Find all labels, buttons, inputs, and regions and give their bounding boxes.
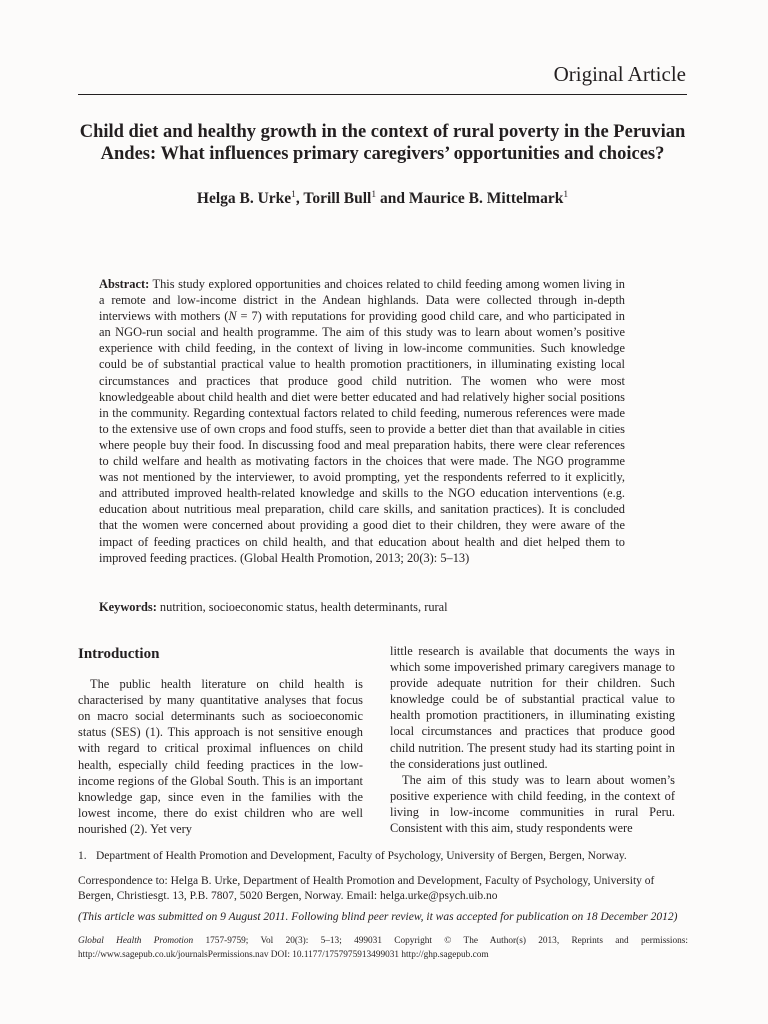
article-title: Child diet and healthy growth in the context of rural poverty in the Peruvian Andes: What influences primary caregivers’ opportunities and choices? bbox=[79, 122, 686, 164]
correspondence-note: Correspondence to: Helga B. Urke, Department of Health Promotion and Development, Faculty of Psychology, University of Bergen, Christiesgt. 13, P.B. 7807, 5020 Bergen, Norway. Email: helga.urke@psych.uib.no bbox=[78, 875, 655, 902]
author-separator: , bbox=[295, 190, 304, 207]
author-affiliation-mark: 1 bbox=[291, 190, 296, 200]
journal-name: Global Health Promotion bbox=[78, 936, 194, 946]
top-rule bbox=[78, 94, 687, 95]
author-affiliation-mark: 1 bbox=[371, 190, 377, 200]
abstract bbox=[99, 276, 625, 566]
affiliation-footnote bbox=[78, 849, 688, 864]
introduction-left-column bbox=[78, 643, 363, 837]
introduction-heading: Introduction bbox=[78, 646, 160, 662]
author-name: Helga B. Urke bbox=[196, 190, 292, 207]
author-name: Torill Bull bbox=[303, 190, 372, 207]
submission-note: (This article was submitted on 9 August 2011. Following blind peer review, it was accepted for publication on 18 December 2012) bbox=[78, 911, 678, 923]
journal-info bbox=[78, 935, 688, 962]
author-list bbox=[78, 190, 687, 208]
keywords-label: Keywords: bbox=[99, 600, 157, 614]
footnote-number: 1. bbox=[78, 850, 87, 862]
keywords-text: nutrition, socioeconomic status, health determinants, rural bbox=[156, 600, 448, 614]
affiliation-text: Department of Health Promotion and Development, Faculty of Psychology, University of Bergen, Bergen, Norway. bbox=[96, 850, 627, 862]
journal-details: 1757-9759; Vol 20(3): 5–13; 499031 Copyright © The Author(s) 2013, Reprints and permissions: http://www.sagepub.co.uk/journalsPermissions.nav DOI: 10.1177/1757975913499031 http://ghp.sagepub.com bbox=[78, 936, 689, 960]
author-separator: and bbox=[376, 190, 409, 207]
introduction-paragraph: The aim of this study was to learn about women’s positive experience with child feeding, in the context of living in low-income communities in rural Peru. Consistent with this aim, study respondents were bbox=[390, 772, 675, 836]
abstract-label: Abstract: bbox=[99, 277, 150, 291]
author-affiliation-mark: 1 bbox=[563, 190, 569, 200]
introduction-paragraph: little research is available that documents the ways in which some impoverished primary caregivers manage to provide adequate nutrition for their children. Such knowledge could be of substantial practical value to health promotion practitioners, in illuminating existing local circumstances and practices that produce good child nutrition. The present study had its starting point in the considerations just outlined. bbox=[390, 644, 675, 771]
footnotes bbox=[78, 849, 688, 962]
abstract-n-symbol: N bbox=[228, 309, 237, 324]
section-label: Original Article bbox=[553, 62, 686, 86]
keywords bbox=[99, 599, 625, 615]
abstract-text: This study explored opportunities and choices related to child feeding among women living in a remote and low-income district in the Andean highlands. Data were collected through in-depth interviews with mothers ( bbox=[99, 277, 625, 324]
introduction-right-column bbox=[390, 643, 675, 836]
author-name: Maurice B. Mittelmark bbox=[408, 190, 564, 207]
abstract-text: = 7) with reputations for providing good child care, and who participated in an NGO-run social and health programme. The aim of this study was to learn about women’s positive experience with child feeding, in the context of living in low-income communities. Such knowledge could be of substantial practical value to health promotion practitioners, in illuminating existing local circumstances and practices that produce good child nutrition. The women who were most knowledgeable about child health and diet were better educated and had relatively higher social positions in the community. Regarding contextual factors related to child feeding, numerous references were made to the extensive use of own crops and food stuffs, seen to provide a better diet than that available in cities where people buy their food. In discussing food and meal preparation habits, there were clear references to child welfare and health as motivating factors in the choices that were made. The NGO programme was not mentioned by the interviewer, to avoid prompting, yet the respondents referred to it explicitly, and attributed improved health-related knowledge and skills to the NGO education interventions (e.g. education about nutritious meal preparation, child care skills, and sanitation practices). It is concluded that the women were concerned about providing a good diet to their children, they were aware of the impact of feeding practices on child health, and that education about health and diet helped them to improved feeding practices. (Global Health Promotion, 2013; 20(3): 5–13) bbox=[99, 309, 625, 565]
introduction-paragraph: The public health literature on child health is characterised by many quantitative analyses that focus on macro social determinants such as socioeconomic status (SES) (1). This approach is not sensitive enough with regard to critical proximal influences on child health, especially child feeding practices in the low-income regions of the Global South. This is an important knowledge gap, since even in the families with the lowest income, there do exist children who are well nourished (2). Yet very bbox=[78, 677, 363, 836]
